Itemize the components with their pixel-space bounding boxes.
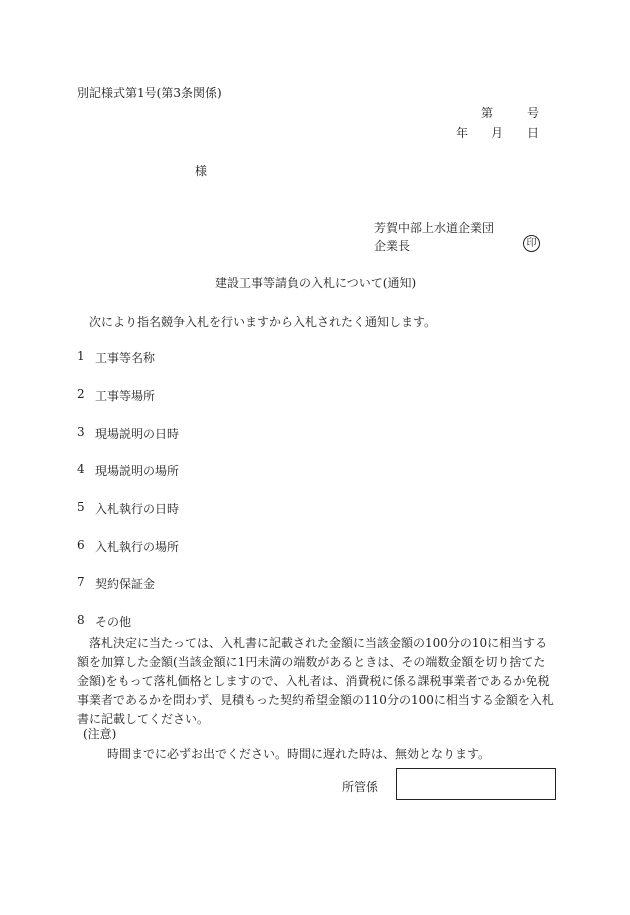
item-label: 契約保証金: [95, 577, 156, 591]
document-number-suffix: 号: [527, 106, 540, 120]
item-label: 工事等場所: [95, 389, 156, 403]
item-number: 5: [77, 500, 85, 514]
notes-text: 時間までに必ずお出でください。時間に遅れた時は、無効となります。: [107, 747, 491, 761]
notes-heading: (注意): [83, 727, 117, 741]
item-label: その他: [95, 615, 132, 629]
item-label: 工事等名称: [95, 351, 156, 365]
item-number: 3: [77, 425, 85, 439]
intro-text: 次により指名競争入札を行いますから入札されたく通知します。: [89, 315, 437, 329]
item-number: 7: [77, 575, 85, 589]
item-number: 4: [77, 462, 85, 476]
form-reference: 別記様式第1号(第3条関係): [77, 86, 222, 100]
item-label: 入札執行の場所: [95, 540, 180, 554]
addressee-suffix: 様: [195, 164, 208, 178]
staff-stamp-box: [396, 768, 556, 800]
date-day: 日: [527, 126, 540, 140]
item-number: 6: [77, 538, 85, 552]
sender-title: 企業長: [374, 239, 411, 253]
item-label: 入札執行の日時: [95, 502, 180, 516]
seal-mark: 印: [523, 235, 540, 252]
sender-organization: 芳賀中部上水道企業団: [374, 221, 495, 235]
date-month: 月: [491, 126, 504, 140]
document-title: 建設工事等請負の入札について(通知): [215, 276, 417, 290]
item-label: 現場説明の日時: [95, 427, 180, 441]
document-number-prefix: 第: [481, 106, 494, 120]
item-label: 現場説明の場所: [95, 464, 180, 478]
date-year: 年: [456, 126, 469, 140]
item-number: 1: [77, 349, 85, 363]
item-number: 2: [77, 387, 85, 401]
staff-label: 所管係: [342, 780, 379, 794]
item-number: 8: [77, 613, 85, 627]
other-body-text: 落札決定に当たっては、入札書に記載された金額に当該金額の100分の10に相当する額を加算した金額(当該金額に1円未満の端数があるときは、その端数金額を切り捨てた金額)をもって落札価格としますので、入札者は、消費税に係る課税事業者であるか免税事業者であるかを問わず、見積もった契約希望金額の110分の100に相当する金額を入札書に記載してください。: [77, 636, 554, 726]
